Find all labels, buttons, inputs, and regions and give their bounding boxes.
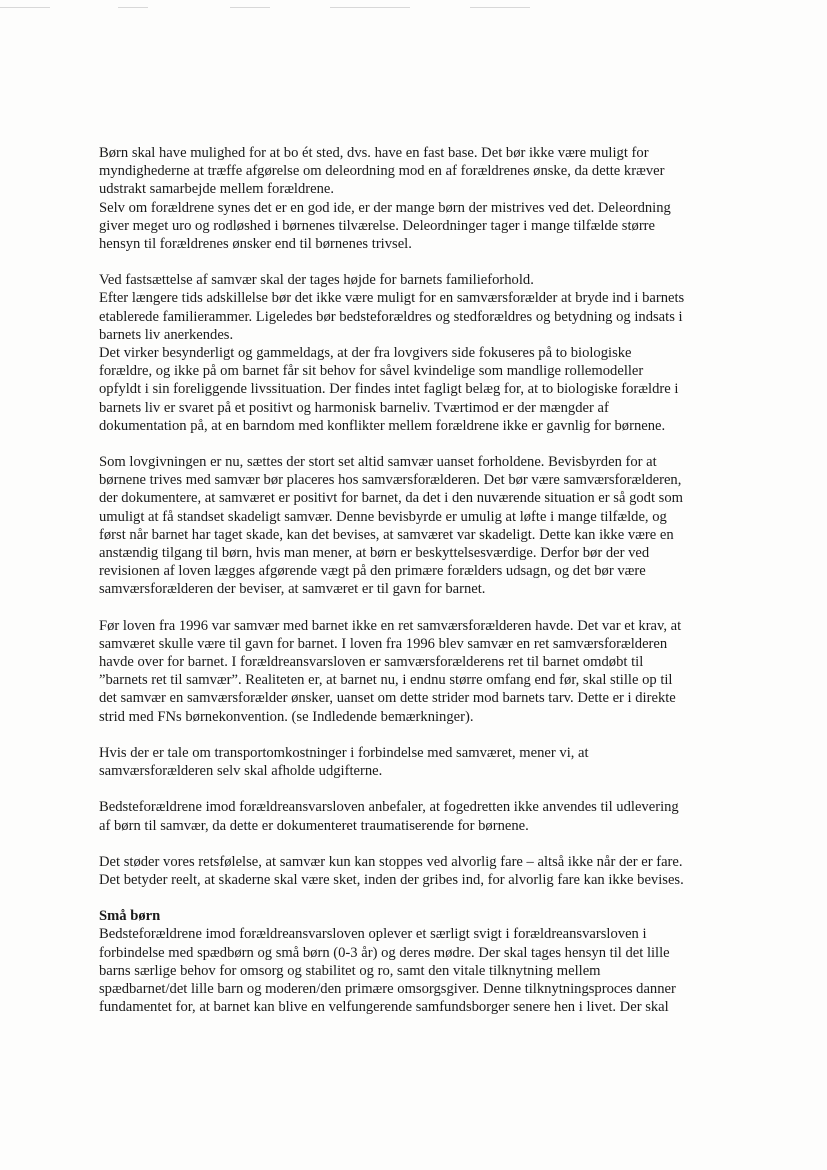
paragraph-small-children: Bedsteforældrene imod forældreansvarsloven oplever et særligt svigt i forældreansvarsloven i forbindelse med spædbørn og små børn (0-3 år) og deres mødre. Der skal tages hensyn til det lille barns særlige behov for omsorg og stabilitet og ro, samt den vitale tilknytning mellem spædbarnet/det lille barn og moderen/den primære omsorgsgiver. Denne tilknytningsproces danner fundamentet for, at barnet kan blive en velfungerende samfundsborger senere hen i livet. Der skal: [99, 926, 676, 1016]
paragraph-family-relations: Ved fastsættelse af samvær skal der tages højde for barnets familieforhold. Efter længere tids adskillelse bør det ikke være muligt for en samværsforælder at bryde ind i barnets etablerede familierammer. Ligeledes bør bedsteforældres og stedforældres og betydning og indsats i barnets liv anerkendes. Det virker besynderligt og gammeldags, at der fra lovgivers side fokuseres på to biologiske forældre, og ikke på om barnet får sit behov for såvel kvindelige som mandlige rollemodeller opfyldt i sin foreliggende livssituation. Der findes intet fagligt belæg for, at to biologiske forældre i barnets liv er svaret på et positivt og harmonisk barneliv. Tværtimod er der mængder af dokumentation på, at en barndom med konflikter mellem forældrene ikke er gavnlig for børnene.: [99, 272, 685, 434]
paragraph-burden-of-proof: Som lovgivningen er nu, sættes der stort set altid samvær uanset forholdene. Bevisbyrden for at børnene trives med samvær bør placeres hos samværsforælderen. Det bør være samværsforælderen, der dokumentere, at samværet er positivt for barnet, da det i den nuværende situation er så godt som umuligt at få standset skadeligt samvær. Denne bevisbyrde er umulig at løfte i mange tilfælde, og først når barnet har taget skade, kan det bevises, at samværet var skadeligt. Dette kan ikke være en anstændig tilgang til børn, hvis man mener, at børn er beskyttelsesværdige. Derfor bør der ved revisionen af loven lægges afgørende vægt på den primære forælders udsagn, og det bør være samværsforælderen der beviser, at samværet er til gavn for barnet.: [99, 454, 683, 598]
document-body: [99, 144, 759, 1016]
scan-edge-line: [118, 7, 148, 8]
scan-edge-line: [230, 7, 270, 8]
scan-edge-line: [470, 7, 530, 8]
paragraph-law-1996: Før loven fra 1996 var samvær med barnet ikke en ret samværsforælderen havde. Det var et krav, at samværet skulle være til gavn for barnet. I loven fra 1996 blev samvær en ret samværsforælderen havde over for barnet. I forældreansvarsloven er samværsforælderens ret til barnet omdøbt til ”barnets ret til samvær”. Realiteten er, at barnet nu, i endnu større omfang end før, skal stille op til det samvær en samværsforælder ønsker, uanset om dette strider mod barnets tarv. Dette er i direkte strid med FNs børnekonvention. (se Indledende bemærkninger).: [99, 617, 682, 725]
paragraph-serious-danger: Det støder vores retsfølelse, at samvær kun kan stoppes ved alvorlig fare – altså ikke når der er fare. Det betyder reelt, at skaderne skal være sket, inden der gribes ind, for alvorlig fare kan ikke bevises.: [99, 853, 684, 888]
scan-edge-line: [330, 7, 410, 8]
paragraph-bailiff: Bedsteforældrene imod forældreansvarsloven anbefaler, at fogedretten ikke anvendes til udlevering af børn til samvær, da dette er dokumenteret traumatiserende for børnene.: [99, 799, 679, 834]
section-heading-small-children: Små børn: [99, 908, 161, 925]
paragraph-custody-base: Børn skal have mulighed for at bo ét sted, dvs. have en fast base. Det bør ikke være muligt for myndighederne at træffe afgørelse om deleordning mod en af forældrenes ønske, da dette kræver udstrakt samarbejde mellem forældrene. Selv om forældrene synes det er en god ide, er der mange børn der mistrives ved det. Deleordning giver meget uro og rodløshed i børnenes tilværelse. Deleordninger tager i mange tilfælde større hensyn til forældrenes ønsker end til børnenes trivsel.: [99, 145, 671, 253]
paragraph-transport-costs: Hvis der er tale om transportomkostninger i forbindelse med samværet, mener vi, at samværsforælderen selv skal afholde udgifterne.: [99, 744, 589, 780]
scan-edge-line: [0, 7, 50, 8]
